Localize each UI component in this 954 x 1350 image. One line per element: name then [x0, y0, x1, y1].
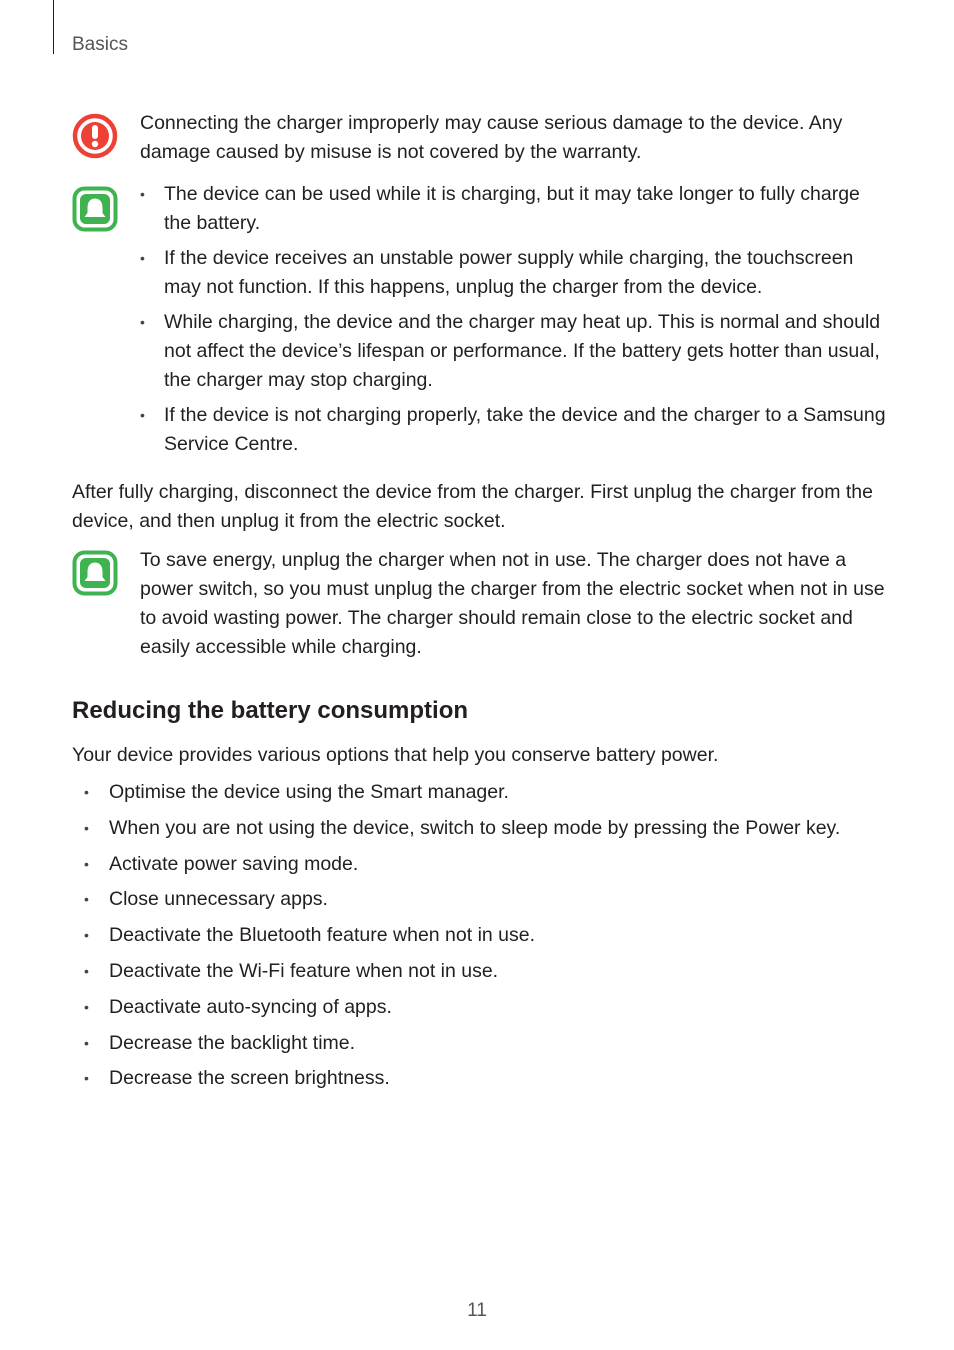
caution-exclamation-icon — [72, 113, 118, 159]
battery-tips-list — [84, 777, 840, 1099]
section-header: Basics — [72, 34, 128, 55]
list-item: • Deactivate auto-syncing of apps. — [84, 992, 840, 1028]
list-item: • Close unnecessary apps. — [84, 884, 840, 920]
list-item: • Activate power saving mode. — [84, 849, 840, 885]
list-item: • Optimise the device using the Smart manager. — [84, 777, 840, 813]
list-item: • Deactivate the Wi-Fi feature when not in use. — [84, 956, 840, 992]
header-rule — [53, 0, 54, 54]
section-intro: Your device provides various options that help you conserve battery power. — [72, 744, 719, 766]
list-item: • The device can be used while it is charging, but it may take longer to fully charge the battery. — [140, 180, 890, 238]
notice-bell-icon — [72, 186, 118, 232]
list-item: • While charging, the device and the charger may heat up. This is normal and should not affect the device’s lifespan or performance. If the battery gets hotter than usual, the charger may stop charging. — [140, 308, 890, 395]
list-item: • Decrease the screen brightness. — [84, 1063, 840, 1099]
list-item: • Deactivate the Bluetooth feature when not in use. — [84, 920, 840, 956]
page-number: 11 — [467, 1300, 487, 1321]
caution-note — [140, 109, 885, 167]
after-charging-paragraph: After fully charging, disconnect the device from the charger. First unplug the charger from the device, and then unplug it from the electric socket. — [72, 481, 873, 532]
list-item: • Decrease the backlight time. — [84, 1028, 840, 1064]
section-title: Reducing the battery consumption — [72, 697, 469, 724]
list-item: • When you are not using the device, switch to sleep mode by pressing the Power key. — [84, 813, 840, 849]
list-item: • If the device receives an unstable power supply while charging, the touchscreen may not function. If this happens, unplug the charger from the device. — [140, 244, 890, 302]
energy-note — [140, 546, 885, 662]
energy-note-text: To save energy, unplug the charger when not in use. The charger does not have a power switch, so you must unplug the charger from the electric socket when not in use to avoid wasting power. The charger should remain close to the electric socket and easily accessible while charging. — [140, 549, 885, 658]
caution-note-text: Connecting the charger improperly may cause serious damage to the device. Any damage caused by misuse is not covered by the warranty. — [140, 112, 843, 163]
notice-bell-icon — [72, 550, 118, 596]
list-item: • If the device is not charging properly, take the device and the charger to a Samsung Service Centre. — [140, 401, 890, 459]
charging-notice-list — [140, 180, 890, 465]
